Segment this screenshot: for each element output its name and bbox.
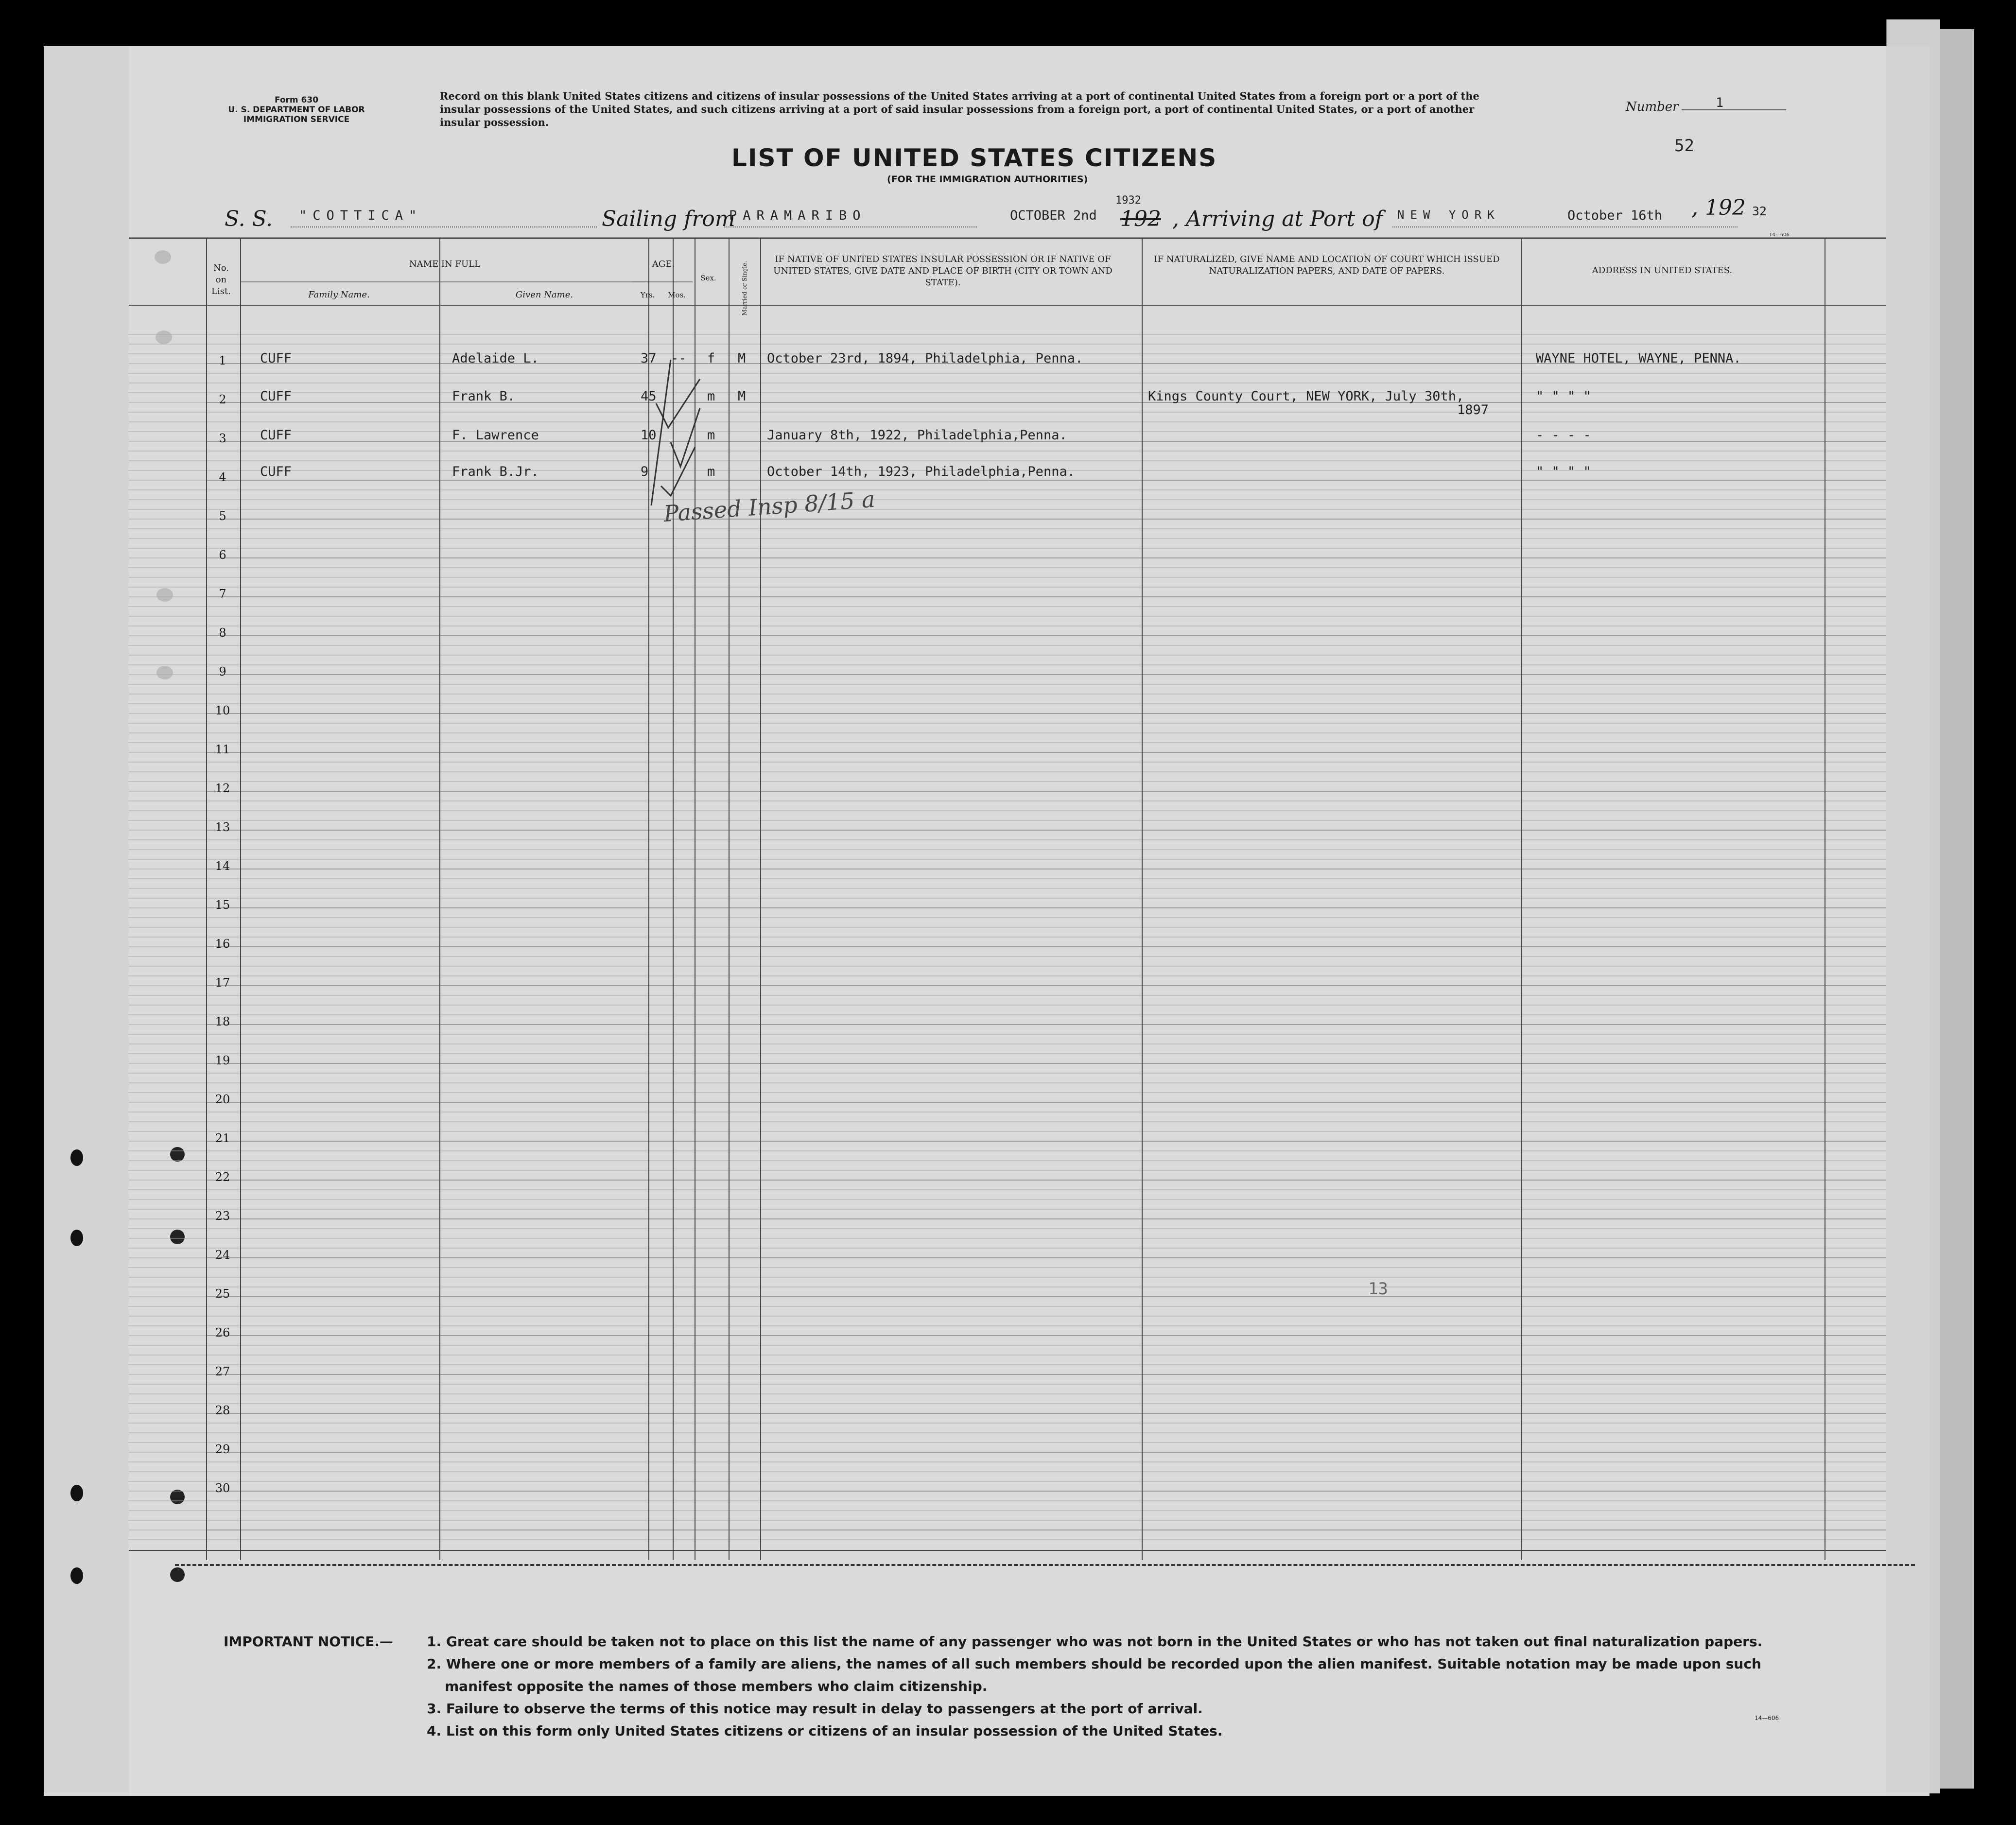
passenger-sex: f bbox=[707, 351, 715, 366]
row-number: 16 bbox=[215, 937, 230, 951]
notice-heading: IMPORTANT NOTICE.— bbox=[224, 1634, 393, 1650]
header-yrs: Yrs. bbox=[640, 291, 655, 299]
passenger-family-name: CUFF bbox=[260, 389, 292, 404]
row-number: 29 bbox=[215, 1443, 230, 1456]
number-value: 1 bbox=[1716, 95, 1724, 110]
row-number: 9 bbox=[219, 665, 226, 678]
row-number: 18 bbox=[215, 1015, 230, 1028]
header-address: ADDRESS IN UNITED STATES. bbox=[1592, 265, 1733, 276]
form-number: Form 630 bbox=[274, 95, 319, 105]
passenger-naturalization-year: 1897 bbox=[1457, 402, 1489, 417]
passenger-family-name: CUFF bbox=[260, 351, 292, 366]
inspector-note: Passed Insp 8/15 a bbox=[662, 486, 876, 527]
header-age: AGE. bbox=[652, 259, 675, 269]
header-naturalized: IF NATURALIZED, GIVE NAME AND LOCATION OF COURT WHICH ISSUED NATURALIZATION PAPERS, AND DATE OF PAPERS. bbox=[1154, 254, 1500, 276]
notice-item-2-continued: manifest opposite the names of those members who claim citizenship. bbox=[445, 1678, 988, 1694]
row-number: 24 bbox=[215, 1248, 230, 1262]
passenger-birth-details: October 23rd, 1894, Philadelphia, Penna. bbox=[767, 351, 1083, 366]
row-number: 10 bbox=[215, 704, 230, 717]
perforation-line bbox=[175, 1564, 1915, 1566]
page-number: 52 bbox=[1674, 136, 1694, 156]
arrival-year-suffix: 32 bbox=[1752, 204, 1767, 218]
passenger-address: - - - - bbox=[1536, 428, 1591, 443]
ss-label: S. S. bbox=[225, 207, 273, 231]
row-number: 19 bbox=[215, 1054, 230, 1067]
passenger-given-name: Adelaide L. bbox=[452, 351, 539, 366]
row-number: 5 bbox=[219, 509, 226, 523]
arriving-label: , Arriving at Port of bbox=[1172, 207, 1383, 231]
row-number: 8 bbox=[219, 626, 226, 640]
row-number: 17 bbox=[215, 976, 230, 990]
row-number: 28 bbox=[215, 1404, 230, 1417]
row-number: 20 bbox=[215, 1093, 230, 1106]
arrival-port: NEW YORK bbox=[1397, 208, 1500, 222]
ship-name: "COTTICA" bbox=[299, 208, 423, 223]
row-number: 26 bbox=[215, 1326, 230, 1339]
record-instruction: Record on this blank United States citizens and citizens of insular possessions of the United States arriving at a port of continental United States from a foreign port or a port of the insular possessions of the United States, and such citizens arriving at a port of said insular possessions from a foreign port, a port of continental United States, or a port of another insular possession. bbox=[440, 90, 1479, 128]
row-number: 27 bbox=[215, 1365, 230, 1378]
passenger-birth-details: October 14th, 1923, Philadelphia,Penna. bbox=[767, 464, 1075, 479]
header-sex: Sex. bbox=[700, 274, 716, 282]
passenger-address: " " " " bbox=[1536, 389, 1591, 404]
passenger-family-name: CUFF bbox=[260, 428, 292, 443]
passenger-address: WAYNE HOTEL, WAYNE, PENNA. bbox=[1536, 351, 1741, 366]
notice-item-2: 2. Where one or more members of a family are aliens, the names of all such members should be recorded upon the alien manifest. Suitable notation may be made upon such bbox=[427, 1656, 1761, 1672]
passenger-sex: m bbox=[707, 428, 715, 443]
row-number: 4 bbox=[219, 470, 226, 484]
passenger-address: " " " " bbox=[1536, 464, 1591, 479]
sailing-year-handwritten: 1932 bbox=[1115, 194, 1141, 207]
notice-item-1: 1. Great care should be taken not to place on this list the name of any passenger who was not born in the United States or who has not taken out final naturalization papers. bbox=[427, 1634, 1763, 1650]
stamp-number: 13 bbox=[1368, 1279, 1388, 1299]
passenger-age-years: 10 bbox=[641, 428, 657, 443]
row-number: 15 bbox=[215, 898, 230, 912]
sailing-year-struck: 192 bbox=[1120, 207, 1161, 231]
passenger-age-years: 9 bbox=[641, 464, 649, 479]
arrival-year-printed: , 192 bbox=[1691, 195, 1746, 220]
row-number: 25 bbox=[215, 1287, 230, 1301]
row-number: 30 bbox=[215, 1481, 230, 1495]
row-number: 21 bbox=[215, 1131, 230, 1145]
row-number: 7 bbox=[219, 587, 226, 601]
header-birth: IF NATIVE OF UNITED STATES INSULAR POSSESSION OR IF NATIVE OF UNITED STATES, GIVE DATE AND PLACE OF BIRTH (CITY OR TOWN AND STATE). bbox=[773, 254, 1112, 288]
row-number: 2 bbox=[219, 393, 226, 406]
passenger-given-name: Frank B.Jr. bbox=[452, 464, 539, 479]
form-subtitle: (FOR THE IMMIGRATION AUTHORITIES) bbox=[887, 174, 1088, 185]
passenger-sex: m bbox=[707, 389, 715, 404]
printer-code: 14—606 bbox=[1755, 1715, 1779, 1721]
printer-note: 14—606 bbox=[1769, 232, 1790, 238]
row-number: 13 bbox=[215, 820, 230, 834]
form-title: LIST OF UNITED STATES CITIZENS bbox=[731, 144, 1217, 172]
passenger-family-name: CUFF bbox=[260, 464, 292, 479]
header-mos: Mos. bbox=[668, 291, 686, 299]
header-family-name: Family Name. bbox=[308, 290, 370, 300]
passenger-age-months: -- bbox=[671, 351, 687, 366]
row-number: 12 bbox=[215, 782, 230, 795]
sailing-port: PARAMARIBO bbox=[729, 208, 867, 223]
department-name: U. S. DEPARTMENT OF LABOR bbox=[228, 105, 365, 115]
row-number: 14 bbox=[215, 859, 230, 873]
header-given-name: Given Name. bbox=[515, 290, 574, 300]
notice-item-3: 3. Failure to observe the terms of this notice may result in delay to passengers at the port of arrival. bbox=[427, 1701, 1203, 1717]
passenger-marital-status: M bbox=[738, 389, 746, 404]
passenger-sex: m bbox=[707, 464, 715, 479]
header-married-single: Married or Single. bbox=[741, 261, 748, 316]
sailing-label: Sailing from bbox=[602, 207, 735, 231]
passenger-marital-status: M bbox=[738, 351, 746, 366]
row-number: 22 bbox=[215, 1170, 230, 1184]
row-number: 3 bbox=[219, 432, 226, 445]
notice-item-4: 4. List on this form only United States citizens or citizens of an insular possession of the United States. bbox=[427, 1723, 1223, 1739]
passenger-age-years: 45 bbox=[641, 389, 657, 404]
header-no-on-list: No. on List. bbox=[211, 263, 231, 296]
passenger-age-years: 37 bbox=[641, 351, 657, 366]
passenger-given-name: F. Lawrence bbox=[452, 428, 539, 443]
row-number: 1 bbox=[219, 354, 226, 367]
row-number: 23 bbox=[215, 1209, 230, 1223]
row-number: 11 bbox=[215, 743, 230, 756]
number-label: Number bbox=[1626, 100, 1679, 114]
service-name: IMMIGRATION SERVICE bbox=[243, 115, 350, 124]
passenger-given-name: Frank B. bbox=[452, 389, 516, 404]
arrival-date: October 16th bbox=[1567, 208, 1663, 223]
header-name-in-full: NAME IN FULL bbox=[409, 259, 481, 269]
passenger-birth-details: January 8th, 1922, Philadelphia,Penna. bbox=[767, 428, 1067, 443]
row-number: 6 bbox=[219, 548, 226, 562]
sailing-date: OCTOBER 2nd bbox=[1010, 208, 1097, 223]
passenger-naturalization: Kings County Court, NEW YORK, July 30th, bbox=[1148, 389, 1464, 404]
